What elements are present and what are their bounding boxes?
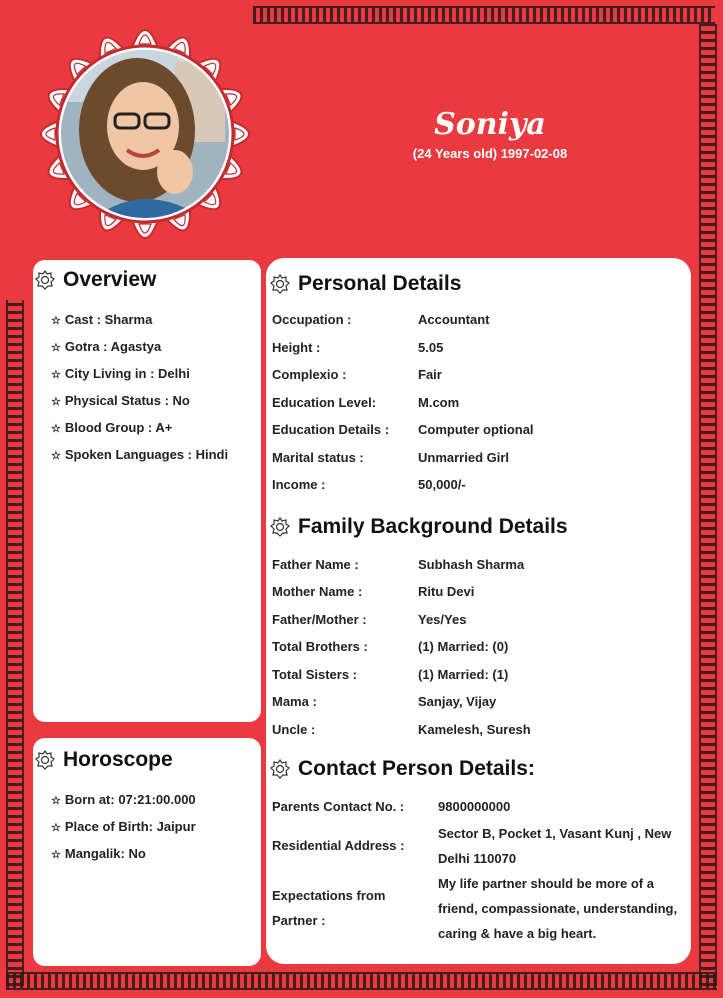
row-label: Parents Contact No. : xyxy=(272,799,405,815)
personal-title xyxy=(270,266,691,302)
list-item xyxy=(51,840,261,867)
row-value: Fair xyxy=(418,367,442,383)
row-label: Education Level: xyxy=(272,394,377,410)
star-icon: ☆ xyxy=(51,450,61,462)
row-label: Residential Address : xyxy=(272,838,405,853)
table-row xyxy=(270,688,684,716)
table-row xyxy=(270,471,684,499)
row-value: (1) Married: (0) xyxy=(418,639,509,655)
row-value: Kamelesh, Suresh xyxy=(418,721,531,737)
row-value: (1) Married: (1) xyxy=(418,666,509,682)
row-label: Total Brothers : xyxy=(272,639,368,655)
row-label: Complexio : xyxy=(272,367,347,383)
list-item-text: Gotra : Agastya xyxy=(64,339,162,354)
row-label: Uncle : xyxy=(272,721,316,737)
gear-icon xyxy=(270,517,290,537)
family-table xyxy=(270,551,684,744)
star-icon: ☆ xyxy=(51,795,61,807)
gear-icon xyxy=(35,270,55,290)
table-row xyxy=(270,606,684,634)
list-item-text: Mangalik: No xyxy=(64,846,146,861)
table-row xyxy=(270,793,684,821)
contact-section xyxy=(270,751,691,946)
star-icon: ☆ xyxy=(51,369,61,381)
family-section xyxy=(270,509,691,744)
table-row xyxy=(270,633,684,661)
row-label: Expectations from Partner : xyxy=(272,888,386,928)
gear-icon xyxy=(270,274,290,294)
row-label: Occupation : xyxy=(272,312,352,328)
horoscope-card xyxy=(33,738,261,966)
row-label: Mama : xyxy=(272,694,317,710)
list-item xyxy=(51,387,261,414)
contact-title-text: Contact Person Details: xyxy=(298,757,535,780)
row-value: My life partner should be more of a friend, compassionate, understanding, caring & have a big heart. xyxy=(438,875,678,941)
decorative-border-top xyxy=(253,6,715,24)
profile-name: Soniya xyxy=(434,107,546,142)
contact-title xyxy=(270,751,691,787)
table-row xyxy=(270,416,684,444)
row-label: Mother Name : xyxy=(272,584,363,600)
details-card xyxy=(266,258,691,964)
list-item-text: City Living in : Delhi xyxy=(64,366,190,381)
row-label: Education Details : xyxy=(272,422,390,438)
row-label: Marital status : xyxy=(272,449,364,465)
list-item-text: Physical Status : No xyxy=(64,393,190,408)
row-value: Unmarried Girl xyxy=(418,449,510,465)
horoscope-title xyxy=(33,748,261,772)
horoscope-list xyxy=(33,786,261,867)
overview-card xyxy=(33,260,261,722)
row-value: Subhash Sharma xyxy=(418,556,525,572)
list-item-text: Blood Group : A+ xyxy=(64,420,173,435)
horoscope-title-text: Horoscope xyxy=(63,748,173,771)
family-title-text: Family Background Details xyxy=(298,514,568,538)
list-item xyxy=(51,441,261,468)
overview-title-text: Overview xyxy=(63,268,157,291)
table-row xyxy=(270,306,684,334)
list-item-text: Cast : Sharma xyxy=(64,312,153,327)
row-value: 9800000000 xyxy=(438,799,511,815)
overview-list xyxy=(33,306,261,468)
row-label: Father/Mother : xyxy=(272,611,367,627)
family-title xyxy=(270,509,691,545)
personal-table xyxy=(270,306,684,499)
table-row xyxy=(270,871,684,946)
row-value: Ritu Devi xyxy=(418,584,475,600)
contact-table xyxy=(270,793,684,946)
star-icon: ☆ xyxy=(51,822,61,834)
table-row xyxy=(270,821,684,871)
star-icon: ☆ xyxy=(51,396,61,408)
profile-age-dob: (24 Years old) 1997-02-08 xyxy=(412,146,568,161)
row-value: Sanjay, Vijay xyxy=(418,694,497,710)
list-item xyxy=(51,414,261,441)
list-item xyxy=(51,813,261,840)
list-item-text: Spoken Languages : Hindi xyxy=(64,447,229,462)
row-label: Total Sisters : xyxy=(272,666,358,682)
list-item-text: Place of Birth: Jaipur xyxy=(64,819,196,834)
row-label: Father Name : xyxy=(272,556,359,572)
table-row xyxy=(270,578,684,606)
row-value: Computer optional xyxy=(418,422,534,438)
personal-title-text: Personal Details xyxy=(298,272,462,295)
gear-icon xyxy=(35,750,55,770)
table-row xyxy=(270,551,684,579)
list-item xyxy=(51,333,261,360)
decorative-border-bottom xyxy=(6,972,717,990)
overview-title xyxy=(33,268,261,292)
table-row xyxy=(270,389,684,417)
list-item xyxy=(51,360,261,387)
table-row xyxy=(270,361,684,389)
row-value: M.com xyxy=(418,394,460,410)
row-value: 5.05 xyxy=(418,339,444,355)
list-item-text: Born at: 07:21:00.000 xyxy=(64,792,196,807)
star-icon: ☆ xyxy=(51,315,61,327)
table-row xyxy=(270,661,684,689)
table-row xyxy=(270,716,684,744)
star-icon: ☆ xyxy=(51,423,61,435)
star-icon: ☆ xyxy=(51,342,61,354)
row-label: Income : xyxy=(272,477,326,493)
gear-icon xyxy=(270,759,290,779)
table-row xyxy=(270,444,684,472)
row-value: 50,000/- xyxy=(418,477,466,493)
row-value: Yes/Yes xyxy=(418,611,467,627)
list-item xyxy=(51,306,261,333)
row-value: Sector B, Pocket 1, Vasant Kunj , New Delhi 110070 xyxy=(438,825,672,866)
profile-photo-frame xyxy=(25,22,265,246)
list-item xyxy=(51,786,261,813)
decorative-border-left xyxy=(6,300,24,986)
decorative-border-right xyxy=(699,24,717,986)
row-label: Height : xyxy=(272,339,321,355)
personal-section xyxy=(270,266,691,499)
table-row xyxy=(270,334,684,362)
row-value: Accountant xyxy=(418,312,490,328)
floral-frame-icon xyxy=(25,22,265,246)
star-icon: ☆ xyxy=(51,849,61,861)
profile-header xyxy=(395,108,585,161)
